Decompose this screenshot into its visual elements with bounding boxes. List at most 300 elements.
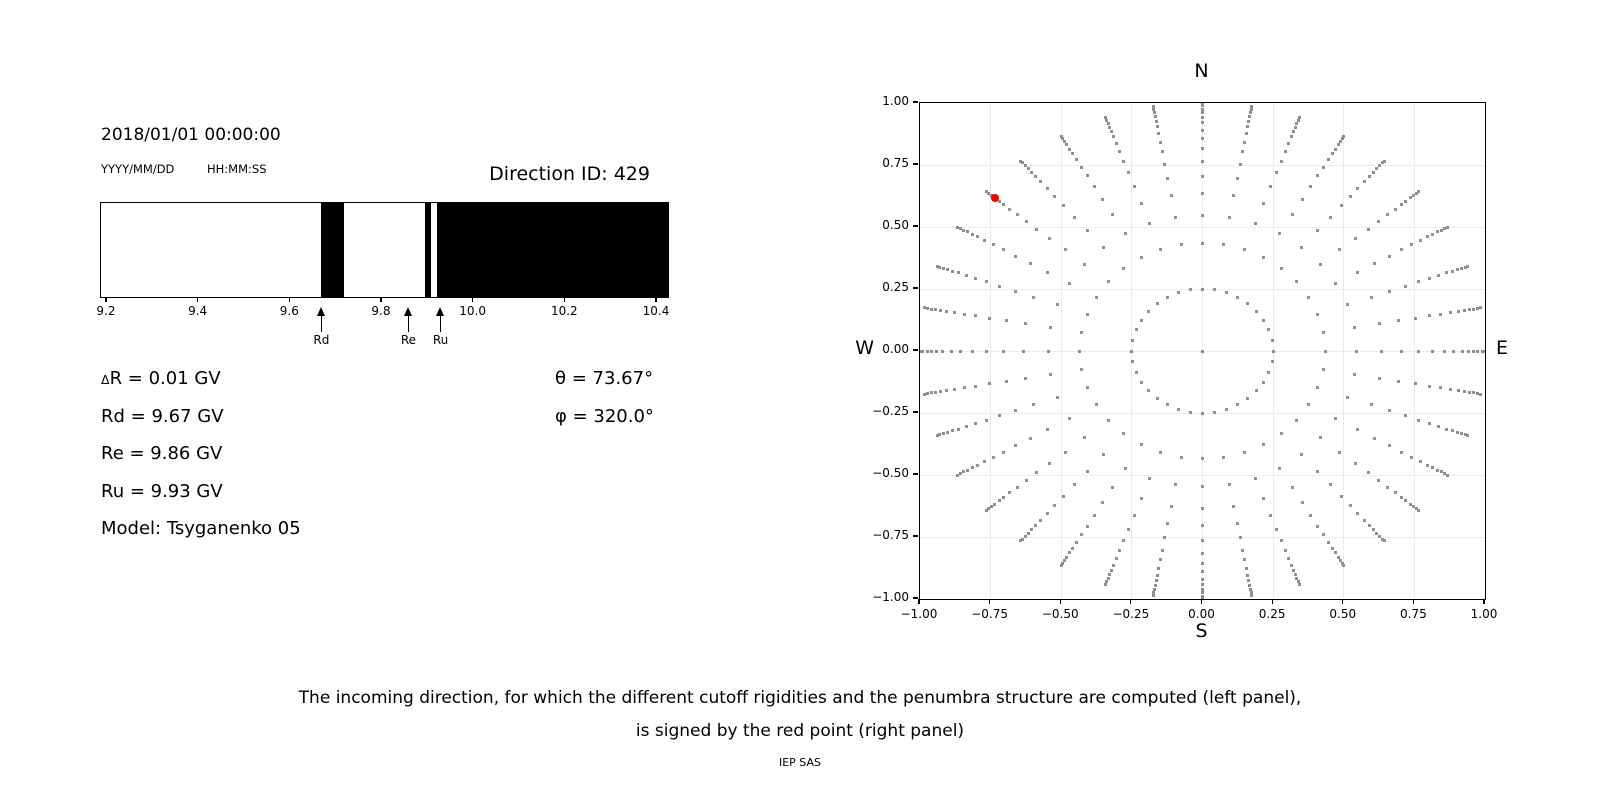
direction-dot — [1378, 164, 1381, 167]
direction-dot — [1027, 532, 1030, 535]
direction-dot — [1131, 360, 1134, 363]
direction-dot — [1166, 296, 1169, 299]
direction-dot — [1346, 396, 1349, 399]
compass-east-label: E — [1496, 337, 1509, 359]
direction-dot — [1394, 208, 1397, 211]
direction-dot — [934, 391, 937, 394]
direction-dot — [930, 391, 933, 394]
direction-dot — [1356, 428, 1359, 431]
direction-dot — [1174, 216, 1177, 219]
direction-dot — [1300, 453, 1303, 456]
direction-dot — [1388, 255, 1391, 258]
direction-dot — [1201, 412, 1204, 415]
direction-dot — [1334, 551, 1337, 554]
timestamp-label: 2018/01/01 00:00:00 — [101, 125, 281, 145]
direction-dot — [1363, 180, 1366, 183]
direction-dot — [1034, 524, 1037, 527]
direction-dot — [1122, 432, 1125, 435]
direction-dot — [1078, 350, 1081, 353]
gridline-horizontal — [920, 475, 1485, 476]
direction-dot — [1383, 539, 1386, 542]
direction-dot — [1127, 171, 1130, 174]
map-x-tick-label: −1.00 — [900, 607, 938, 621]
direction-dot — [971, 350, 974, 353]
direction-dot — [1467, 350, 1470, 353]
direction-dot — [1436, 230, 1439, 233]
direction-dot — [1107, 419, 1110, 422]
direction-dot — [1249, 588, 1252, 591]
direction-dot — [1035, 471, 1038, 474]
direction-dot — [934, 308, 937, 311]
map-x-tick-label: −0.75 — [971, 607, 1009, 621]
direction-dot — [941, 350, 944, 353]
direction-dot — [1466, 434, 1469, 437]
direction-dot — [974, 277, 977, 280]
direction-dot — [957, 271, 960, 274]
direction-dot — [1112, 564, 1115, 567]
direction-dot — [1152, 594, 1155, 597]
direction-dot — [1400, 350, 1403, 353]
map-y-tick-label: 0.50 — [882, 218, 909, 232]
cutoff-arrow-icon — [317, 307, 325, 316]
direction-dot — [1201, 350, 1204, 353]
direction-dot — [1331, 547, 1334, 550]
direction-dot — [1404, 285, 1407, 288]
direction-dot — [1271, 360, 1274, 363]
direction-dot — [1140, 319, 1143, 322]
direction-dot — [1166, 177, 1169, 180]
map-y-tick-label: 0.75 — [882, 156, 909, 170]
direction-dot — [1086, 386, 1089, 389]
direction-dot — [921, 350, 924, 353]
direction-dot — [1148, 477, 1151, 480]
direction-dot — [1414, 317, 1417, 320]
map-y-tick-label: −0.50 — [872, 466, 909, 480]
direction-dot — [1225, 408, 1228, 411]
direction-dot — [1451, 429, 1454, 432]
cutoff-arrow-icon — [404, 307, 412, 316]
direction-dot — [1370, 296, 1373, 299]
direction-dot — [1428, 422, 1431, 425]
direction-dot — [945, 389, 948, 392]
gridline-horizontal — [920, 537, 1485, 538]
direction-dot — [1118, 549, 1121, 552]
direction-dot — [974, 314, 977, 317]
map-y-tick — [913, 473, 918, 474]
direction-dot — [1280, 539, 1283, 542]
direction-dot — [1346, 303, 1349, 306]
direction-dot — [1071, 547, 1074, 550]
direction-dot — [1319, 263, 1322, 266]
direction-dot — [1460, 432, 1463, 435]
direction-dot — [1386, 213, 1389, 216]
direction-dot — [1008, 208, 1011, 211]
direction-dot — [1133, 514, 1136, 517]
direction-dot — [963, 313, 966, 316]
direction-dot — [1140, 497, 1143, 500]
direction-dot — [1388, 409, 1391, 412]
direction-dot — [1269, 514, 1272, 517]
direction-dot — [963, 386, 966, 389]
direction-dot — [1329, 216, 1332, 219]
direction-dot — [1248, 115, 1251, 118]
direction-dot — [1439, 313, 1442, 316]
direction-dot — [939, 390, 942, 393]
direction-dot — [1068, 417, 1071, 420]
direction-dot — [1316, 386, 1319, 389]
map-x-tick-label: 0.25 — [1258, 607, 1286, 621]
direction-dot — [1457, 310, 1460, 313]
direction-dot — [1440, 470, 1443, 473]
direction-dot — [1316, 470, 1319, 473]
direction-dot — [926, 307, 929, 310]
cutoff-arrow-icon — [436, 307, 444, 316]
direction-dot — [1046, 428, 1049, 431]
direction-dot — [1201, 137, 1204, 140]
direction-dot — [1154, 584, 1157, 587]
direction-dot — [1014, 409, 1017, 412]
direction-dot — [1295, 122, 1298, 125]
caption-line-2: is signed by the red point (right panel) — [635, 721, 965, 741]
direction-dot — [1115, 557, 1118, 560]
direction-dot — [936, 265, 939, 268]
direction-dot — [1140, 381, 1143, 384]
direction-dot — [1147, 310, 1150, 313]
direction-dot — [1388, 444, 1391, 447]
direction-dot — [1122, 267, 1125, 270]
direction-dot — [1419, 239, 1422, 242]
direction-dot — [1135, 371, 1138, 374]
direction-dot — [1290, 135, 1293, 138]
direction-dot — [1319, 436, 1322, 439]
direction-dot — [966, 230, 969, 233]
model-label: Model: Tsyganenko 05 — [101, 518, 301, 539]
direction-dot — [1095, 403, 1098, 406]
direction-dot — [1322, 368, 1325, 371]
direction-dot — [1157, 132, 1160, 135]
direction-dot — [1291, 486, 1294, 489]
direction-dot — [1355, 350, 1358, 353]
direction-dot — [1047, 350, 1050, 353]
direction-dot — [1008, 491, 1011, 494]
direction-dot — [1239, 163, 1242, 166]
direction-dot — [942, 432, 945, 435]
direction-dot — [992, 456, 995, 459]
direction-dot — [1436, 469, 1439, 472]
penumbra-x-tick-label: 10.2 — [550, 304, 578, 318]
direction-dot — [1298, 583, 1301, 586]
direction-dot — [1262, 319, 1265, 322]
direction-dot — [1201, 598, 1204, 601]
direction-dot — [1443, 350, 1446, 353]
direction-dot — [1111, 486, 1114, 489]
direction-dot — [1073, 216, 1076, 219]
direction-dot — [1086, 470, 1089, 473]
direction-dot — [1029, 262, 1032, 265]
direction-dot — [1049, 373, 1052, 376]
direction-dot — [1159, 248, 1162, 251]
direction-dot — [956, 226, 959, 229]
penumbra-x-tick-label: 9.8 — [371, 304, 391, 318]
direction-dot — [1118, 150, 1121, 153]
direction-dot — [1064, 248, 1067, 251]
direction-dot — [1334, 148, 1337, 151]
direction-dot — [1201, 288, 1204, 291]
direction-dot — [1024, 164, 1027, 167]
direction-dot — [1014, 290, 1017, 293]
direction-dot — [938, 433, 941, 436]
direction-dot — [1334, 417, 1337, 420]
direction-dot — [1201, 485, 1204, 488]
direction-dot — [1159, 141, 1162, 144]
direction-dot — [1404, 499, 1407, 502]
direction-dot — [1316, 229, 1319, 232]
direction-dot — [1338, 451, 1341, 454]
direction-dot — [1156, 574, 1159, 577]
direction-dot — [1201, 570, 1204, 573]
direction-dot — [1016, 213, 1019, 216]
direction-dot — [1086, 313, 1089, 316]
direction-dot — [1466, 265, 1469, 268]
direction-dot — [1417, 190, 1420, 193]
direction-dot — [1246, 397, 1249, 400]
direction-dot — [1449, 388, 1452, 391]
direction-dot — [1295, 419, 1298, 422]
direction-dot — [1016, 486, 1019, 489]
direction-dot — [1334, 282, 1337, 285]
direction-dot — [1071, 152, 1074, 155]
direction-dot — [1104, 583, 1107, 586]
direction-dot — [1368, 524, 1371, 527]
direction-dot — [1189, 288, 1192, 291]
direction-dot — [1440, 229, 1443, 232]
penumbra-x-tick-label: 10.4 — [642, 304, 670, 318]
direction-dot — [985, 190, 988, 193]
map-y-tick — [913, 349, 918, 350]
direction-dot — [1417, 280, 1420, 283]
direction-dot — [1426, 235, 1429, 238]
direction-dot — [1247, 579, 1250, 582]
direction-dot — [1039, 519, 1042, 522]
direction-dot — [946, 268, 949, 271]
direction-dot — [1245, 132, 1248, 135]
direction-dot — [1161, 549, 1164, 552]
direction-dot — [1056, 396, 1059, 399]
direction-dot — [1472, 350, 1475, 353]
direction-dot — [1380, 350, 1383, 353]
direction-dot — [1377, 479, 1380, 482]
direction-dot — [1400, 451, 1403, 454]
direction-dot — [1309, 514, 1312, 517]
direction-dot — [1372, 528, 1375, 531]
direction-dot — [1267, 371, 1270, 374]
direction-dot — [1049, 326, 1052, 329]
direction-dot — [1107, 280, 1110, 283]
direction-dot — [962, 229, 965, 232]
direction-map-box — [919, 102, 1486, 600]
direction-dot — [1445, 271, 1448, 274]
cutoff-arrow-label: Rd — [313, 333, 330, 347]
direction-dot — [1034, 175, 1037, 178]
direction-dot — [1255, 389, 1258, 392]
direction-dot — [1131, 339, 1134, 342]
direction-dot — [1201, 108, 1204, 111]
map-y-tick — [913, 597, 918, 598]
direction-dot — [1177, 408, 1180, 411]
direction-dot — [993, 503, 996, 506]
direction-dot — [1140, 443, 1143, 446]
direction-dot — [1170, 194, 1173, 197]
direction-dot — [966, 469, 969, 472]
direction-dot — [1086, 174, 1089, 177]
map-y-tick — [913, 225, 918, 226]
direction-dot — [1110, 130, 1113, 133]
direction-dot — [1254, 222, 1257, 225]
direction-dot — [1356, 512, 1359, 515]
direction-dot — [1080, 533, 1083, 536]
direction-dot — [1278, 467, 1281, 470]
direction-dot — [1243, 451, 1246, 454]
direction-dot — [1300, 246, 1303, 249]
direction-dot — [939, 309, 942, 312]
theta-value: θ = 73.67° — [555, 368, 654, 389]
direction-dot — [988, 317, 991, 320]
direction-dot — [946, 431, 949, 434]
direction-dot — [1025, 220, 1028, 223]
direction-dot — [1349, 195, 1352, 198]
direction-dot — [1431, 350, 1434, 353]
direction-dot — [1060, 135, 1063, 138]
direction-dot — [1222, 456, 1225, 459]
phi-value: φ = 320.0° — [555, 406, 654, 427]
direction-dot — [1122, 160, 1125, 163]
direction-dot — [1080, 368, 1083, 371]
direction-dot — [1140, 202, 1143, 205]
direction-dot — [1439, 386, 1442, 389]
direction-dot — [1243, 558, 1246, 561]
direction-dot — [1400, 248, 1403, 251]
direction-dot — [1291, 213, 1294, 216]
penumbra-black-band — [425, 203, 431, 297]
direction-dot — [1065, 143, 1068, 146]
direction-dot — [1060, 564, 1063, 567]
direction-dot — [1201, 539, 1204, 542]
direction-dot — [1262, 381, 1265, 384]
direction-dot — [1290, 564, 1293, 567]
direction-dot — [1014, 444, 1017, 447]
direction-dot — [1127, 528, 1130, 531]
direction-dot — [1248, 584, 1251, 587]
direction-dot — [1287, 142, 1290, 145]
direction-dot — [1232, 194, 1235, 197]
direction-dot — [1201, 524, 1204, 527]
direction-dot — [1463, 309, 1466, 312]
direction-dot — [923, 306, 926, 309]
direction-dot — [1267, 328, 1270, 331]
direction-dot — [1002, 350, 1005, 353]
direction-dot — [1254, 477, 1257, 480]
direction-dot — [1307, 403, 1310, 406]
direction-dot — [1468, 391, 1471, 394]
direction-dot — [1370, 403, 1373, 406]
direction-dot — [1083, 263, 1086, 266]
map-y-tick-label: −1.00 — [872, 590, 909, 604]
direction-dot — [1368, 175, 1371, 178]
direction-dot — [1177, 291, 1180, 294]
gridline-horizontal — [920, 165, 1485, 166]
direction-dot — [990, 505, 993, 508]
direction-dot — [1400, 496, 1403, 499]
direction-dot — [1064, 451, 1067, 454]
direction-dot — [1148, 222, 1151, 225]
direction-dot — [1093, 514, 1096, 517]
direction-dot — [1354, 462, 1357, 465]
direction-dot — [1056, 303, 1059, 306]
direction-dot — [988, 382, 991, 385]
map-x-tick-label: −0.25 — [1112, 607, 1150, 621]
direction-dot — [1417, 350, 1420, 353]
direction-dot — [1339, 140, 1342, 143]
map-y-tick-label: 0.00 — [882, 342, 909, 356]
direction-dot — [1445, 428, 1448, 431]
penumbra-black-band — [321, 203, 344, 297]
direction-dot — [1135, 328, 1138, 331]
direction-dot — [1461, 350, 1464, 353]
direction-dot — [1110, 569, 1113, 572]
cutoff-arrow-stem — [408, 315, 409, 332]
cutoff-arrow-stem — [440, 315, 441, 332]
direction-dot — [1410, 456, 1413, 459]
direction-dot — [1294, 126, 1297, 129]
direction-dot — [1201, 214, 1204, 217]
direction-dot — [1400, 203, 1403, 206]
direction-dot — [1426, 464, 1429, 467]
direction-dot — [1460, 267, 1463, 270]
direction-dot — [930, 308, 933, 311]
direction-dot — [1428, 277, 1431, 280]
delta-r-value: ΔR = 0.01 GV — [101, 368, 221, 389]
cutoff-arrow-label: Ru — [432, 333, 449, 347]
direction-dot — [1154, 115, 1157, 118]
direction-dot — [976, 464, 979, 467]
direction-dot — [1107, 122, 1110, 125]
direction-dot — [1166, 403, 1169, 406]
direction-dot — [1201, 583, 1204, 586]
direction-dot — [1322, 533, 1325, 536]
direction-dot — [1201, 102, 1204, 105]
direction-dot — [1201, 507, 1204, 510]
direction-dot — [1356, 271, 1359, 274]
direction-dot — [1124, 467, 1127, 470]
direction-dot — [965, 425, 968, 428]
direction-dot — [1122, 539, 1125, 542]
direction-dot — [1002, 496, 1005, 499]
direction-dot — [1394, 491, 1397, 494]
direction-dot — [1287, 557, 1290, 560]
penumbra-x-tick-label: 9.2 — [96, 304, 116, 318]
direction-dot — [1232, 505, 1235, 508]
direction-dot — [1068, 551, 1071, 554]
direction-dot — [919, 350, 922, 353]
direction-dot — [1340, 204, 1343, 207]
map-y-tick-label: 0.25 — [882, 280, 909, 294]
direction-dot — [950, 350, 953, 353]
gridline-horizontal — [920, 227, 1485, 228]
direction-dot — [1180, 243, 1183, 246]
direction-dot — [1275, 528, 1278, 531]
direction-dot — [1241, 549, 1244, 552]
direction-dot — [1005, 319, 1008, 322]
